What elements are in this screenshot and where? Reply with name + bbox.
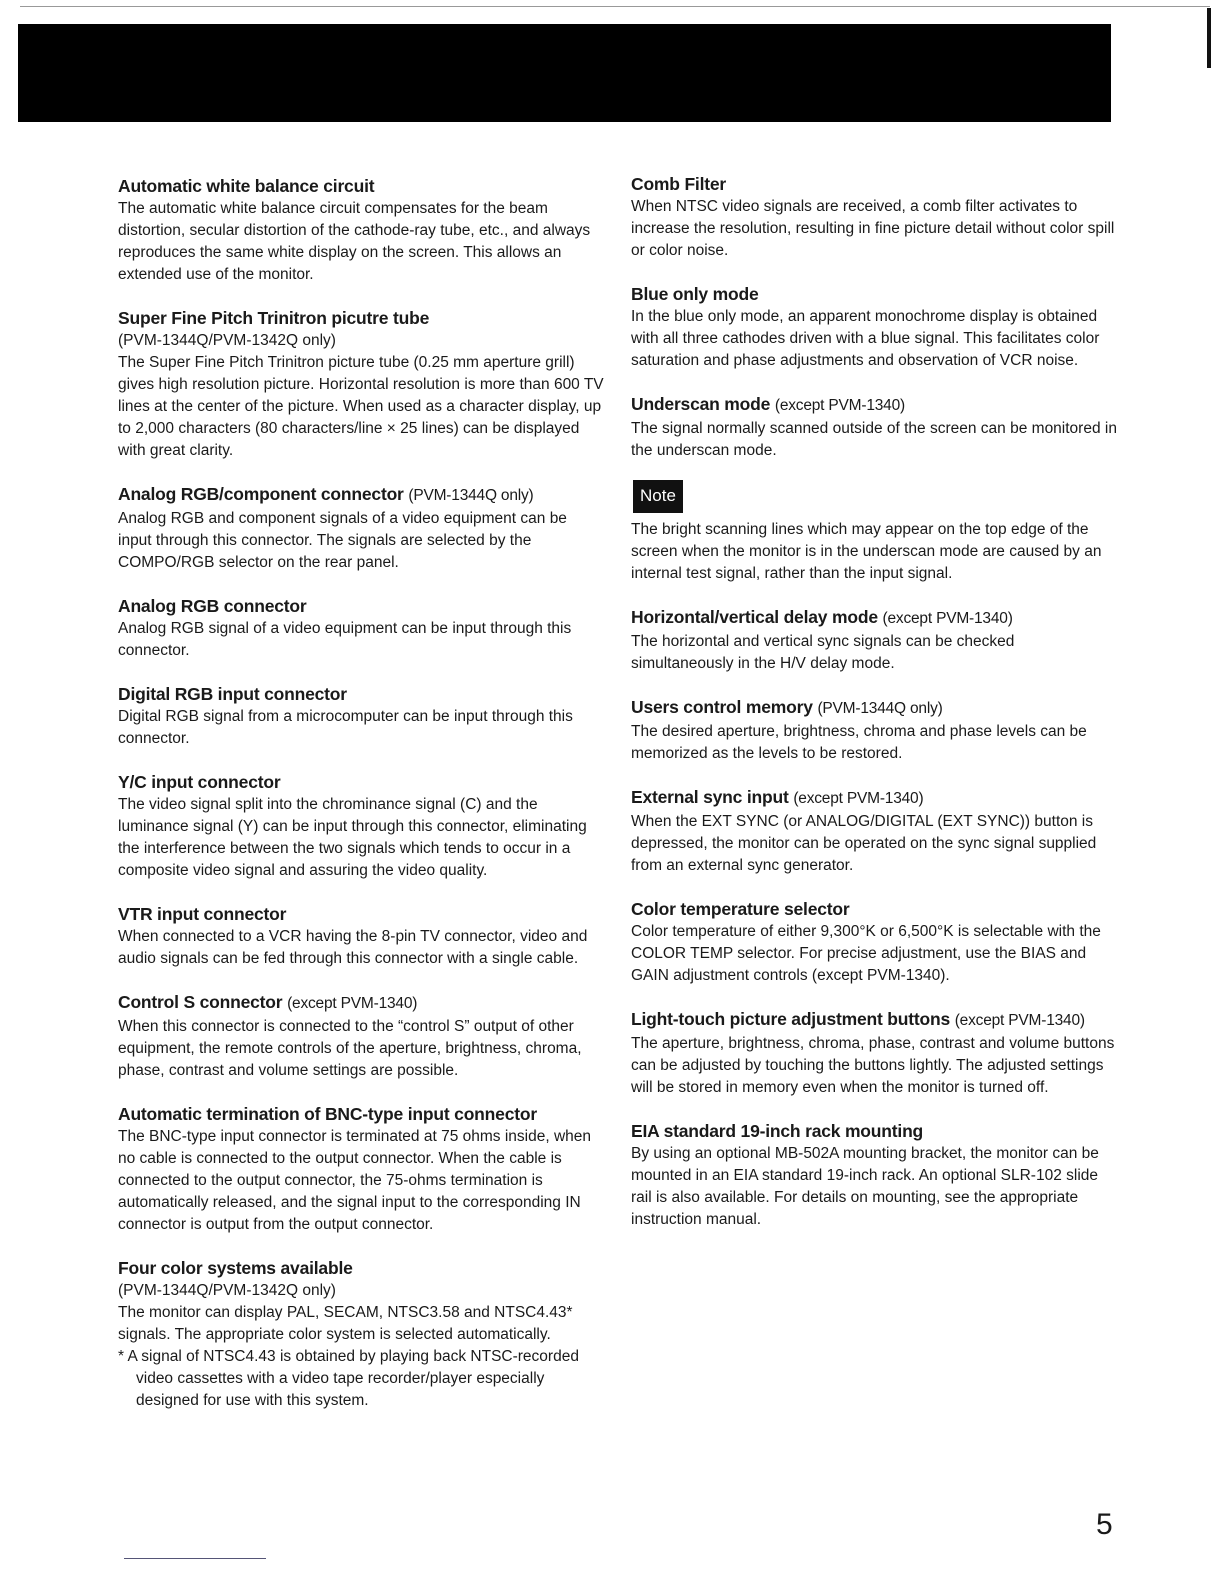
- section-color-temp: [631, 897, 1117, 987]
- section-body: The video signal split into the chrominance signal (C) and the luminance signal (Y) can be input through this connector, eliminating the interference between the two signals which tends to occur in a composite video signal and assuring the video quality.: [118, 796, 587, 879]
- section-heading: Automatic termination of BNC-type input connector: [118, 1104, 537, 1124]
- section-heading: [631, 695, 1117, 721]
- model-qualifier: (except PVM-1340): [774, 397, 905, 414]
- section-body: The horizontal and vertical sync signals can be checked simultaneously in the H/V delay mode.: [631, 633, 1015, 672]
- section-heading: Y/C input connector: [118, 772, 281, 792]
- section-body: The Super Fine Pitch Trinitron picture tube (0.25 mm aperture grill) gives high resolution picture. Horizontal resolution is more than 600 TV lines at the center of the picture. When used as a character display, up to 2,000 characters (80 characters/line × 25 lines) can be displayed with great clarity.: [118, 354, 604, 459]
- section-heading: Four color systems available: [118, 1258, 353, 1278]
- section-body: Analog RGB and component signals of a video equipment can be input through this connector. The signals are selected by the COMPO/RGB selector on the rear panel.: [118, 510, 567, 571]
- section-heading: [118, 482, 604, 508]
- section-heading: Analog RGB connector: [118, 596, 307, 616]
- section-heading: Comb Filter: [631, 174, 727, 194]
- bottom-rule: [124, 1558, 266, 1559]
- section-digital-rgb: [118, 682, 604, 750]
- section-color-systems: [118, 1256, 604, 1412]
- section-heading: [631, 1007, 1117, 1033]
- section-yc-input: [118, 770, 604, 882]
- section-heading: [631, 785, 1117, 811]
- section-body: The BNC-type input connector is terminated at 75 ohms inside, when no cable is connected to the output connector. When the cable is connected to the output connector, the 75-ohms termination is automatically released, and the signal input to the corresponding IN connector is output from the output connector.: [118, 1128, 591, 1233]
- section-users-memory: [631, 695, 1117, 765]
- section-body: In the blue only mode, an apparent monochrome display is obtained with all three cathodes driven with a blue signal. This facilitates color saturation and phase adjustments and observation of VCR noise.: [631, 308, 1100, 369]
- section-body: Color temperature of either 9,300°K or 6,500°K is selectable with the COLOR TEMP selector. For precise adjustment, use the BIAS and GAIN adjustment controls (except PVM-1340).: [631, 923, 1101, 984]
- section-body: The aperture, brightness, chroma, phase, contrast and volume buttons can be adjusted by touching the buttons lightly. The adjusted settings will be stored in memory even when the monitor is turned off.: [631, 1035, 1115, 1096]
- section-light-touch: [631, 1007, 1117, 1099]
- section-analog-rgb-component: [118, 482, 604, 574]
- model-qualifier: (PVM-1344Q only): [408, 487, 534, 504]
- section-body: The automatic white balance circuit compensates for the beam distortion, secular distortion of the cathode-ray tube, etc., and always reproduces the same white display on the screen. This allows an extended use of the monitor.: [118, 200, 591, 283]
- left-column: [118, 174, 604, 1432]
- section-rack-mounting: [631, 1119, 1117, 1231]
- right-column: [631, 172, 1117, 1251]
- heading-text: Underscan mode: [631, 394, 771, 414]
- section-body: When connected to a VCR having the 8-pin TV connector, video and audio signals can be fed through this connector with a single cable.: [118, 928, 588, 967]
- section-heading: Super Fine Pitch Trinitron picutre tube: [118, 308, 430, 328]
- section-body: The monitor can display PAL, SECAM, NTSC3.58 and NTSC4.43* signals. The appropriate color system is selected automatically.: [118, 1304, 573, 1343]
- heading-text: Light-touch picture adjustment buttons: [631, 1009, 951, 1029]
- section-body: Digital RGB signal from a microcomputer can be input through this connector.: [118, 708, 573, 747]
- section-comb-filter: [631, 172, 1117, 262]
- section-body: By using an optional MB-502A mounting bracket, the monitor can be mounted in an EIA standard 19-inch rack. An optional SLR-102 slide rail is also available. For details on mounting, see the appropriate instruction manual.: [631, 1145, 1099, 1228]
- section-heading: Automatic white balance circuit: [118, 176, 375, 196]
- edge-mark: [1207, 8, 1211, 68]
- section-picture-tube: [118, 306, 604, 462]
- section-vtr-input: [118, 902, 604, 970]
- section-underscan: [631, 392, 1117, 462]
- section-control-s: [118, 990, 604, 1082]
- section-model-note: (PVM-1344Q/PVM-1342Q only): [118, 332, 336, 349]
- section-external-sync: [631, 785, 1117, 877]
- section-white-balance: [118, 174, 604, 286]
- section-body: The desired aperture, brightness, chroma and phase levels can be memorized as the levels to be restored.: [631, 723, 1087, 762]
- section-heading: EIA standard 19-inch rack mounting: [631, 1121, 924, 1141]
- model-qualifier: (except PVM-1340): [793, 790, 924, 807]
- model-qualifier: (except PVM-1340): [882, 610, 1013, 627]
- section-heading: [631, 605, 1117, 631]
- top-rule: [20, 6, 1210, 7]
- note-body: The bright scanning lines which may appear on the top edge of the screen when the monitor is in the underscan mode are caused by an internal test signal, rather than the input signal.: [631, 521, 1102, 582]
- heading-text: Analog RGB/component connector: [118, 484, 404, 504]
- heading-text: External sync input: [631, 787, 789, 807]
- section-body: When NTSC video signals are received, a comb filter activates to increase the resolution, resulting in fine picture detail without color spill or color noise.: [631, 198, 1115, 259]
- section-heading: Digital RGB input connector: [118, 684, 347, 704]
- section-analog-rgb: [118, 594, 604, 662]
- note-block: [631, 470, 1117, 585]
- model-qualifier: (PVM-1344Q only): [817, 700, 943, 717]
- section-body: Analog RGB signal of a video equipment can be input through this connector.: [118, 620, 572, 659]
- model-qualifier: (except PVM-1340): [287, 995, 418, 1012]
- section-body: When this connector is connected to the “control S” output of other equipment, the remote controls of the aperture, brightness, chroma, phase, contrast and volume settings are possible.: [118, 1018, 582, 1079]
- heading-text: Horizontal/vertical delay mode: [631, 607, 878, 627]
- section-heading: [118, 990, 604, 1016]
- section-hv-delay: [631, 605, 1117, 675]
- page-number: 5: [1096, 1508, 1113, 1541]
- section-body: When the EXT SYNC (or ANALOG/DIGITAL (EXT SYNC)) button is depressed, the monitor can be operated on the sync signal supplied from an external sync generator.: [631, 813, 1097, 874]
- section-heading: [631, 392, 1117, 418]
- section-heading: Color temperature selector: [631, 899, 850, 919]
- footnote: * A signal of NTSC4.43 is obtained by playing back NTSC-recorded video cassettes with a video tape recorder/player especially designed for use with this system.: [118, 1348, 579, 1409]
- section-heading: Blue only mode: [631, 284, 759, 304]
- note-badge: Note: [633, 480, 683, 513]
- header-bar: [18, 24, 1111, 122]
- model-qualifier: (except PVM-1340): [954, 1012, 1085, 1029]
- section-blue-only: [631, 282, 1117, 372]
- section-model-note: (PVM-1344Q/PVM-1342Q only): [118, 1282, 336, 1299]
- section-bnc-termination: [118, 1102, 604, 1236]
- heading-text: Users control memory: [631, 697, 813, 717]
- section-body: The signal normally scanned outside of the screen can be monitored in the underscan mode.: [631, 420, 1117, 459]
- heading-text: Control S connector: [118, 992, 283, 1012]
- section-heading: VTR input connector: [118, 904, 287, 924]
